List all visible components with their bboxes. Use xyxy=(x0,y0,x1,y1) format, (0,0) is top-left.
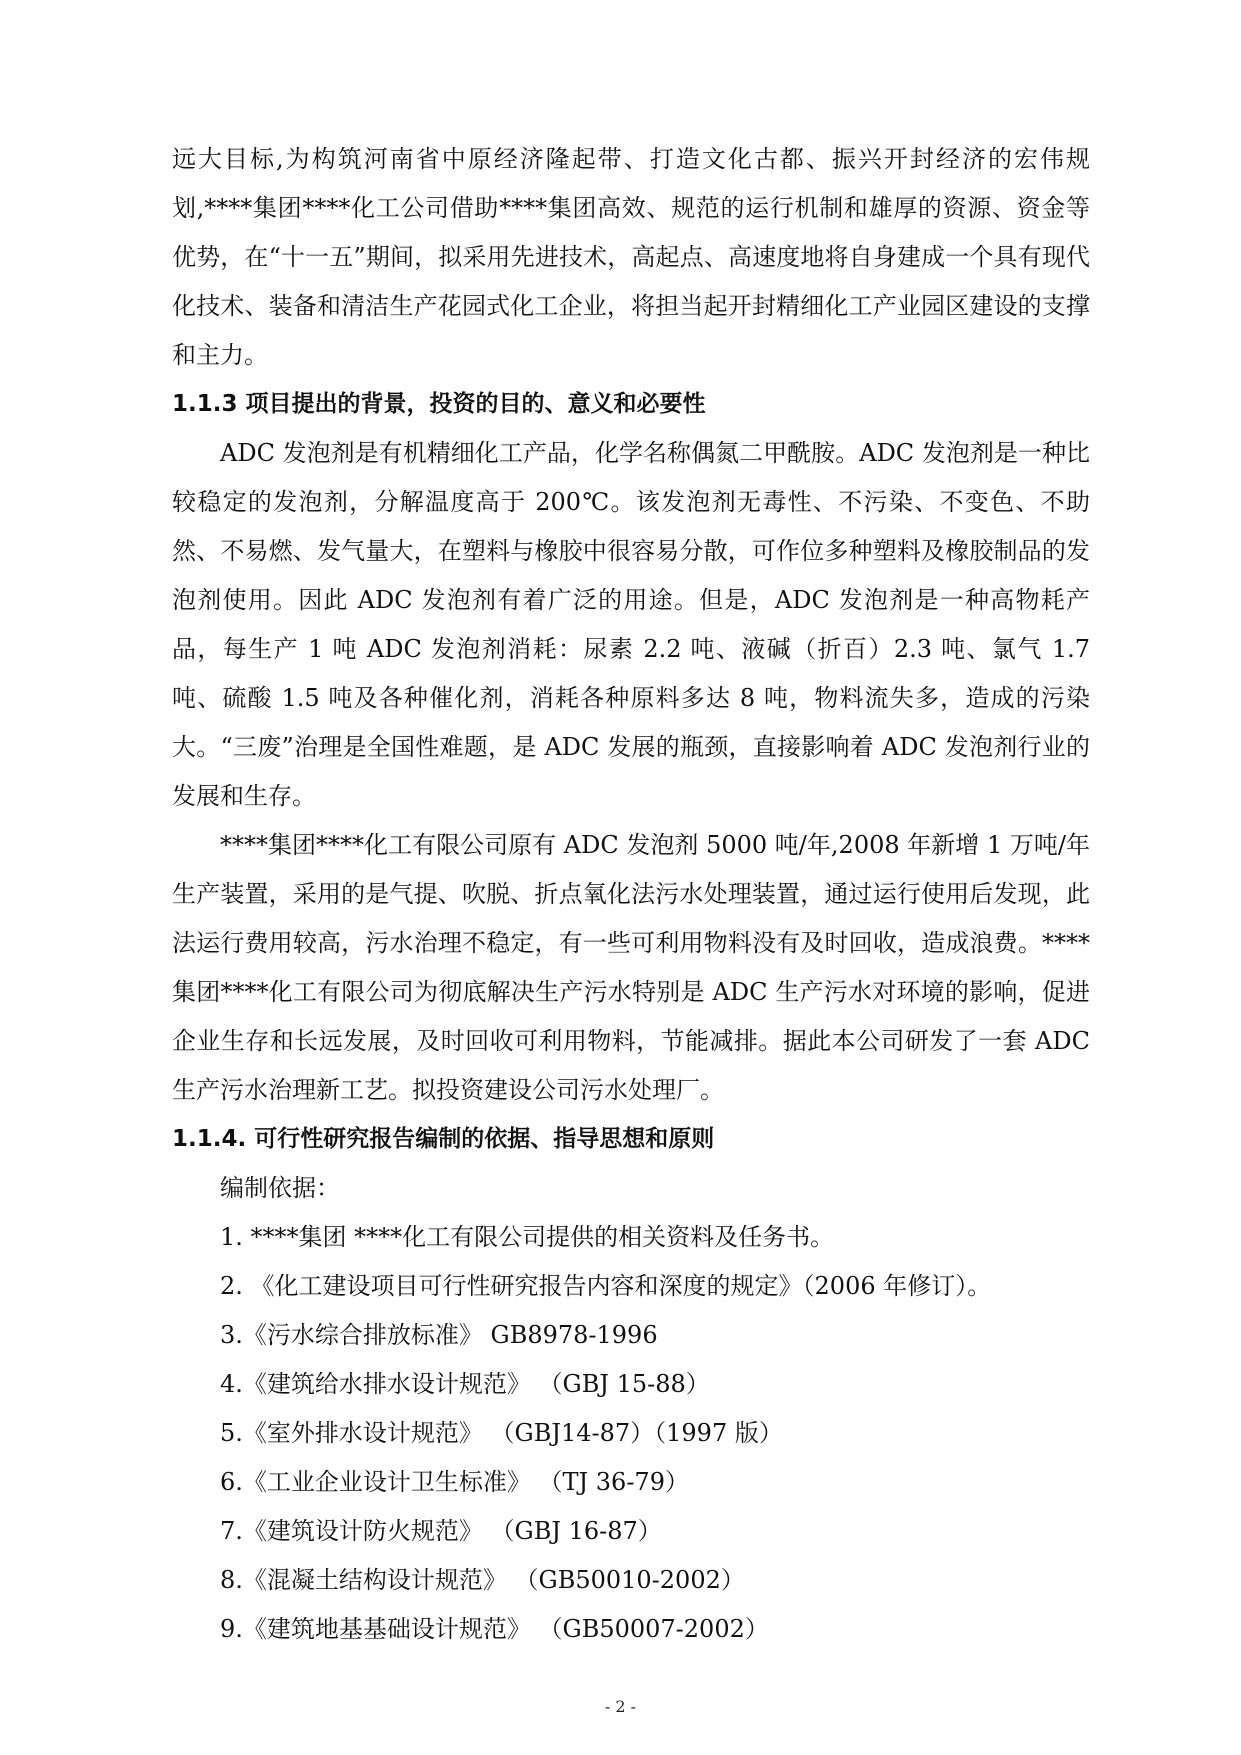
page-number: - 2 - xyxy=(604,1697,637,1716)
section-heading-1-1-3: 1.1.3 项目提出的背景，投资的目的、意义和必要性 xyxy=(172,391,706,417)
list-item: 4.《建筑给水排水设计规范》 （GBJ 15-88） xyxy=(220,1370,710,1398)
basis-label: 编制依据： xyxy=(220,1174,340,1202)
section-heading-1-1-4: 1.1.4. 可行性研究报告编制的依据、指导思想和原则 xyxy=(172,1126,715,1152)
list-item: 9.《建筑地基基础设计规范》 （GB50007-2002） xyxy=(220,1615,769,1643)
background-paragraph-2: ****集团****化工有限公司原有 ADC 发泡剂 5000 吨/年,2008 年新增 1 万吨/年生产装置，采用的是气提、吹脱、折点氧化法污水处理装置，通过运行使用后发现，此法运行费用较高，污水治理不稳定，有一些可利用物料没有及时回收，造成浪费。****集团****化工有限公司为彻底解决生产污水特别是 ADC 生产污水对环境的影响，促进企业生存和长远发展，及时回收可利用物料，节能减排。据此本公司研发了一套 ADC 生产污水治理新工艺。拟投资建设公司污水处理厂。 xyxy=(172,831,1090,1104)
list-item: 7.《建筑设计防火规范》 （GBJ 16-87） xyxy=(220,1517,662,1545)
list-item: 8.《混凝土结构设计规范》 （GB50010-2002） xyxy=(220,1566,745,1594)
basis-list xyxy=(172,1213,1090,1654)
background-paragraph-1: ADC 发泡剂是有机精细化工产品，化学名称偶氮二甲酰胺。ADC 发泡剂是一种比较稳定的发泡剂，分解温度高于 200℃。该发泡剂无毒性、不污染、不变色、不助然、不易燃、发气量大，在塑料与橡胶中很容易分散，可作位多种塑料及橡胶制品的发泡剂使用。因此 ADC 发泡剂有着广泛的用途。但是，ADC 发泡剂是一种高物耗产品，每生产 1 吨 ADC 发泡剂消耗：尿素 2.2 吨、液碱（折百）2.3 吨、氯气 1.7 吨、硫酸 1.5 吨及各种催化剂，消耗各种原料多达 8 吨，物料流失多，造成的污染大。“三废”治理是全国性难题，是 ADC 发展的瓶颈，直接影响着 ADC 发泡剂行业的发展和生存。 xyxy=(172,439,1090,810)
page-content xyxy=(172,135,1090,1654)
list-item: 2. 《化工建设项目可行性研究报告内容和深度的规定》（2006 年修订）。 xyxy=(220,1272,992,1300)
list-item: 3.《污水综合排放标准》 GB8978-1996 xyxy=(220,1321,658,1349)
continuation-paragraph: 远大目标,为构筑河南省中原经济隆起带、打造文化古都、振兴开封经济的宏伟规划,****集团****化工公司借助****集团高效、规范的运行机制和雄厚的资源、资金等优势，在“十一五”期间，拟采用先进技术，高起点、高速度地将自身建成一个具有现代化技术、装备和清洁生产花园式化工企业，将担当起开封精细化工产业园区建设的支撑和主力。 xyxy=(172,145,1090,369)
list-item: 6.《工业企业设计卫生标准》 （TJ 36-79） xyxy=(220,1468,689,1496)
list-item: 1. ****集团 ****化工有限公司提供的相关资料及任务书。 xyxy=(220,1223,835,1251)
list-item: 5.《室外排水设计规范》 （GBJ14-87）（1997 版） xyxy=(220,1419,783,1447)
